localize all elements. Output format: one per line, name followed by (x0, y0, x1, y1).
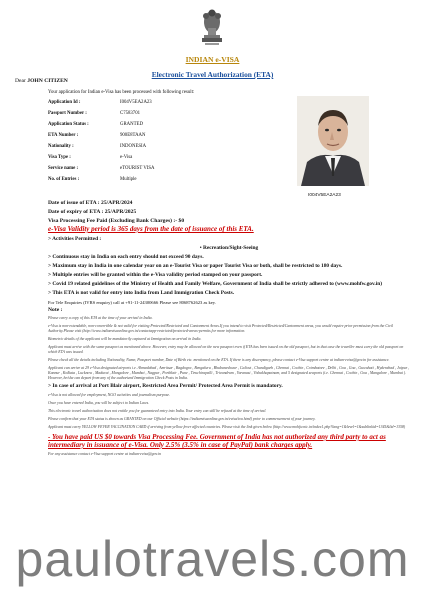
detail-row (48, 122, 268, 133)
watermark: paulotravels.com (15, 531, 410, 587)
detail-value: GRANTED (120, 122, 143, 127)
rule-item: > Continuous stay in India on each entry should not exceed 90 days. (48, 254, 204, 260)
expiry-date: Date of expiry of ETA : 25/APR/2025 (48, 209, 137, 216)
note-item: This electronic travel authorisation does not entitle you for guaranteed entry into India. Your entry can still be refused at the time of arrival. (48, 409, 267, 413)
issue-date: Date of issue of ETA : 25/APR/2024 (48, 200, 133, 206)
detail-value: 900E8TAAN (120, 133, 146, 138)
applicant-name: JOHN CITIZEN (27, 78, 68, 84)
rule-item: > Maximum stay in India in one calendar year on an e-Tourist Visa or paper Tourist Visa or both, shall be restricted to 180 days. (48, 263, 343, 269)
fee-warning: - You have paid US $0 towards Visa Processing Fee. Government of India has not authorized any third party to act as intermediary in issuance of e-Visa. Only 2.5% (3.5% in case of PayPal) bank charges apply. (48, 433, 386, 449)
port-blair-rule: > In case of arrival at Port Blair airport, Restricted Area Permit/ Protected Area Permit is mandatory. (48, 383, 283, 389)
national-emblem-icon (199, 8, 225, 48)
note-item: e-Visa is not allowed for employment, NGO activities and journalism purpose. (48, 393, 171, 397)
note-item: Please confirm that your ETA status is shown as GRANTED on our Official website (https://indianvisaonline.gov.in/evisa/tva.html) prior to commencement of your journey. (48, 417, 316, 421)
detail-label: Application Status : (48, 122, 89, 127)
intro-text: Your application for Indian e-Visa has been processed with following result: (48, 90, 195, 95)
terms-section (48, 225, 410, 457)
applicant-photo (297, 96, 369, 186)
document-subtitle: Electronic Travel Authorization (ETA) (151, 70, 274, 79)
detail-row (48, 133, 268, 144)
activities-item: • Recreation/Sight-Seeing (199, 245, 259, 251)
detail-row (48, 166, 268, 177)
activities-heading: > Activities Permitted : (48, 236, 102, 242)
rule-item: > This ETA is not valid for entry into India from Land Immigration Check Posts. (48, 290, 235, 296)
support-contact: For any assistance contact e-Visa support centre at indian-evisa@gov.in (48, 452, 161, 456)
detail-label: ETA Number : (48, 133, 79, 138)
note-item: Please carry a copy of this ETA at the time of your arrival in India. (48, 316, 153, 320)
document-title: INDIAN e-VISA (185, 55, 240, 64)
detail-label: Service name : (48, 166, 79, 171)
detail-row (48, 177, 268, 188)
note-heading: Note : (48, 307, 63, 313)
detail-row (48, 155, 268, 166)
processing-fee: Visa Processing Fee Paid (Excluding Bank Charges) :- $0 (48, 218, 185, 225)
detail-value: INDONESIA (120, 144, 147, 149)
photo-caption: I004V5EA2A23 (308, 193, 341, 198)
detail-label: Visa Type : (48, 155, 71, 160)
detail-value: eTOURIST VISA (120, 166, 155, 171)
applicant-photo-image (297, 96, 369, 186)
greeting-prefix: Dear (15, 78, 26, 84)
application-details (48, 100, 268, 188)
detail-value: I004V5EA2A23 (120, 100, 152, 105)
note-item: Applicant can arrive at 29 e-Visa designated airports i.e. Ahmedabad , Amritsar , Bagdogra , Bengaluru , Bhubaneshwar , Calicut , Chandigarh , Chennai , Cochin , Coimbatore , Delhi , Goa , Goa , Guwahati , Hyderabad , Jaipur , Kannur , Kolkata , Lucknow , Madurai , Mangalore , Mumbai , Nagpur , Portblair , Pune , Tiruchirapalli , Trivandrum , Varanasi , Vishakhapatnam, and 5 designated seaports (i.e. Chennai , Cochin , Goa , Mangalore , Mumbai ). However, he/she can depart from any of the authorized Immigration Check Posts in India. (48, 366, 410, 380)
note-item: Once you have entered India, you will be subject to Indian Laws. (48, 401, 150, 405)
detail-label: Application Id : (48, 100, 81, 105)
detail-row (48, 100, 268, 111)
detail-label: Nationality : (48, 144, 74, 149)
note-item: Applicant must carry YELLOW FEVER VACCINATION CARD if arriving from yellow fever affected countries. Please visit the link given below (http://www.mohfw.nic.in/index1.php?lang=1&level=1&sublinkid=1345&lid=1358) (48, 425, 406, 429)
detail-label: No. of Entries : (48, 177, 80, 182)
detail-row (48, 144, 268, 155)
validity-statement: e-Visa Validity period is 365 days from the date of issuance of this ETA. (48, 225, 254, 233)
greeting (15, 78, 68, 84)
note-item: Biometric details of the applicant will be mandatorily captured at Immigration on arrival in India. (48, 337, 202, 341)
detail-value: e-Visa (120, 155, 133, 160)
detail-value: C7583701 (120, 111, 140, 116)
tele-enquiries: For Tele Enquiries (IVRS enquiry) call at +91-11-24300666 Please see 8068762623 as key. (48, 300, 216, 305)
detail-row (48, 111, 268, 122)
visa-dates (48, 199, 184, 227)
rule-item: > Covid 19 related guidelines of the Ministry of Health and Family Welfare, Government of India shall be strictly adhered to (www.mohfw.gov.in) (48, 281, 383, 287)
note-item: Applicant must arrive with the same passport as mentioned above. However, entry may be allowed on the new passport even if ETA has been issued on the old passport, but in that case the traveller must carry the old passport on which ETA was issued. (48, 345, 404, 354)
detail-label: Passport Number : (48, 111, 87, 116)
rule-item: > Multiple entries will be granted within the e-Visa validity period stamped on your passport. (48, 272, 263, 278)
detail-value: Multiple (120, 177, 137, 182)
note-item: Please check all the details including Nationality, Name, Passport number, Date of Birth etc. mentioned on the ETA. If there is any discrepancy, please contact e-Visa support centre at indian-evisa@gov.in for assistance. (48, 358, 390, 362)
note-item: e-Visa is non-extendable, non-convertible & not valid for visiting Protected/Restricted and Cantonment Areas.If you intend to visit Protected/Restricted/Cantonment areas, you would require prior permission from the Civil Authority.Please visit (http://www.indianvisaonline.gov.in/contactapp-restricted/protected-areas-permits for more information. (48, 324, 393, 333)
